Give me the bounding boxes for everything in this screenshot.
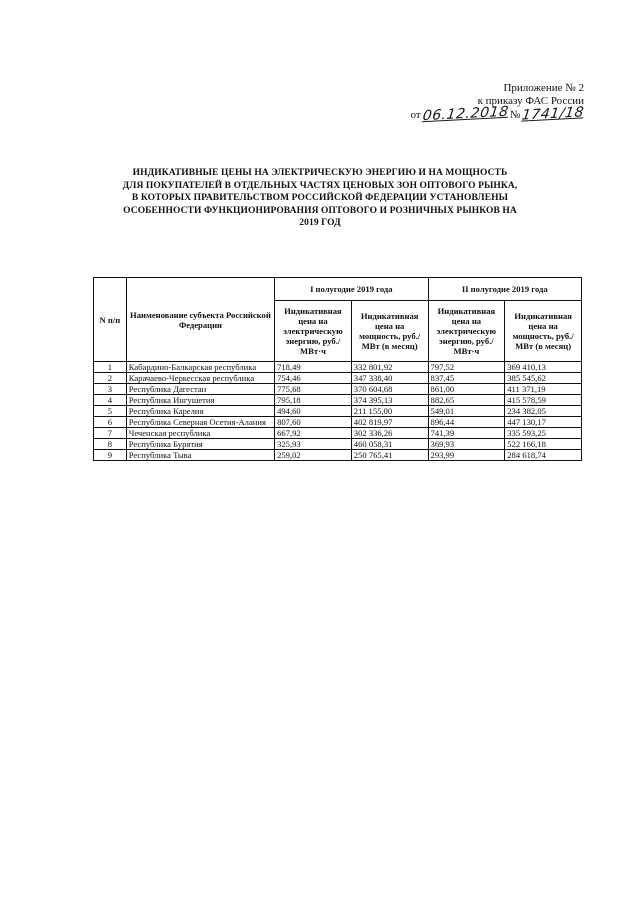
row-number: 7 — [94, 428, 127, 439]
power-price-h2: 234 382,05 — [505, 406, 582, 417]
energy-price-h2: 837,45 — [428, 373, 505, 384]
table-row — [94, 395, 582, 406]
title-line: ОСОБЕННОСТИ ФУНКЦИОНИРОВАНИЯ ОПТОВОГО И РОЗНИЧНЫХ РЫНКОВ НА — [123, 205, 517, 216]
energy-price-h1: 807,60 — [275, 417, 352, 428]
title-line: ДЛЯ ПОКУПАТЕЛЕЙ В ОТДЕЛЬНЫХ ЧАСТЯХ ЦЕНОВЫХ ЗОН ОПТОВОГО РЫНКА, — [122, 180, 518, 191]
appendix-number: Приложение № 2 — [503, 82, 584, 94]
power-price-h1: 460 058,31 — [351, 439, 428, 450]
title-line: 2019 ГОД — [299, 218, 341, 228]
region-name: Кабардино-Балкарская республика — [126, 362, 274, 373]
table-row — [94, 417, 582, 428]
row-number: 1 — [94, 362, 127, 373]
region-name: Республика Тыва — [126, 450, 274, 461]
power-price-h1: 302 336,26 — [351, 428, 428, 439]
energy-price-h1: 325,93 — [275, 439, 352, 450]
row-number: 3 — [94, 384, 127, 395]
energy-price-h2: 797,52 — [428, 362, 505, 373]
header-half1: I полугодие 2019 года — [275, 278, 428, 301]
region-name: Республика Бурятия — [126, 439, 274, 450]
energy-price-h1: 795,18 — [275, 395, 352, 406]
row-number: 9 — [94, 450, 127, 461]
price-table-header — [94, 278, 582, 362]
title-line: ИНДИКАТИВНЫЕ ЦЕНЫ НА ЭЛЕКТРИЧЕСКУЮ ЭНЕРГИЮ И НА МОЩНОСТЬ — [132, 168, 508, 178]
header-energy-price-h2: Индикативная цена на электрическую энергию, руб./МВт·ч — [428, 301, 505, 362]
energy-price-h1: 494,60 — [275, 406, 352, 417]
power-price-h1: 370 604,68 — [351, 384, 428, 395]
row-number: 8 — [94, 439, 127, 450]
appendix-block — [354, 82, 586, 125]
order-number-label: № — [509, 109, 521, 121]
order-prefix: от — [410, 109, 421, 121]
region-name: Чеченская республика — [126, 428, 274, 439]
energy-price-h2: 293,99 — [428, 450, 505, 461]
header-region-name: Наименование субъекта Российской Федерации — [126, 278, 274, 362]
power-price-h2: 447 130,17 — [505, 417, 582, 428]
energy-price-h2: 882,65 — [428, 395, 505, 406]
table-row — [94, 373, 582, 384]
price-table — [93, 277, 582, 461]
power-price-h1: 347 338,40 — [351, 373, 428, 384]
energy-price-h1: 259,02 — [275, 450, 352, 461]
title-line: В КОТОРЫХ ПРАВИТЕЛЬСТВОМ РОССИЙСКОЙ ФЕДЕРАЦИИ УСТАНОВЛЕНЫ — [131, 193, 509, 203]
header-energy-price-h1: Индикативная цена на электрическую энергию, руб./МВт·ч — [275, 301, 352, 362]
energy-price-h1: 718,49 — [275, 362, 352, 373]
energy-price-h2: 549,01 — [428, 406, 505, 417]
energy-price-h2: 896,44 — [428, 417, 505, 428]
energy-price-h1: 775,68 — [275, 384, 352, 395]
energy-price-h2: 741,39 — [428, 428, 505, 439]
power-price-h1: 402 819,97 — [351, 417, 428, 428]
energy-price-h2: 861,00 — [428, 384, 505, 395]
order-date-line — [354, 103, 586, 125]
header-half2: II полугодие 2019 года — [428, 278, 581, 301]
power-price-h2: 522 166,18 — [505, 439, 582, 450]
table-row — [94, 406, 582, 417]
region-name: Республика Дагестан — [126, 384, 274, 395]
energy-price-h1: 754,46 — [275, 373, 352, 384]
region-name: Республика Ингушетия — [126, 395, 274, 406]
header-power-price-h2: Индикативная цена на мощность, руб./МВт (в месяц) — [505, 301, 582, 362]
energy-price-h2: 369,93 — [428, 439, 505, 450]
energy-price-h1: 667,92 — [275, 428, 352, 439]
power-price-h1: 332 801,92 — [351, 362, 428, 373]
power-price-h2: 415 578,59 — [505, 395, 582, 406]
header-num: N п/п — [94, 278, 127, 362]
order-date-handwritten: 06.12.2018 — [421, 103, 510, 125]
order-number-handwritten: 1741/18 — [521, 104, 586, 124]
row-number: 2 — [94, 373, 127, 384]
region-name: Республика Северная Осетия-Алания — [126, 417, 274, 428]
power-price-h2: 369 410,13 — [505, 362, 582, 373]
power-price-h1: 374 395,13 — [351, 395, 428, 406]
document-title — [90, 167, 550, 230]
row-number: 4 — [94, 395, 127, 406]
region-name: Карачаево-Черкесская республика — [126, 373, 274, 384]
power-price-h2: 411 371,19 — [505, 384, 582, 395]
table-row — [94, 439, 582, 450]
price-table-body — [94, 362, 582, 461]
power-price-h2: 335 593,25 — [505, 428, 582, 439]
power-price-h2: 385 545,62 — [505, 373, 582, 384]
power-price-h2: 284 618,74 — [505, 450, 582, 461]
region-name: Республика Карелия — [126, 406, 274, 417]
row-number: 6 — [94, 417, 127, 428]
row-number: 5 — [94, 406, 127, 417]
table-row — [94, 428, 582, 439]
power-price-h1: 250 765,41 — [351, 450, 428, 461]
table-row — [94, 384, 582, 395]
appendix-order-ref: к приказу ФАС России — [477, 95, 584, 107]
power-price-h1: 211 155,00 — [351, 406, 428, 417]
table-row — [94, 362, 582, 373]
header-power-price-h1: Индикативная цена на мощность, руб./МВт (в месяц) — [351, 301, 428, 362]
table-row — [94, 450, 582, 461]
header-row-periods — [94, 278, 582, 301]
